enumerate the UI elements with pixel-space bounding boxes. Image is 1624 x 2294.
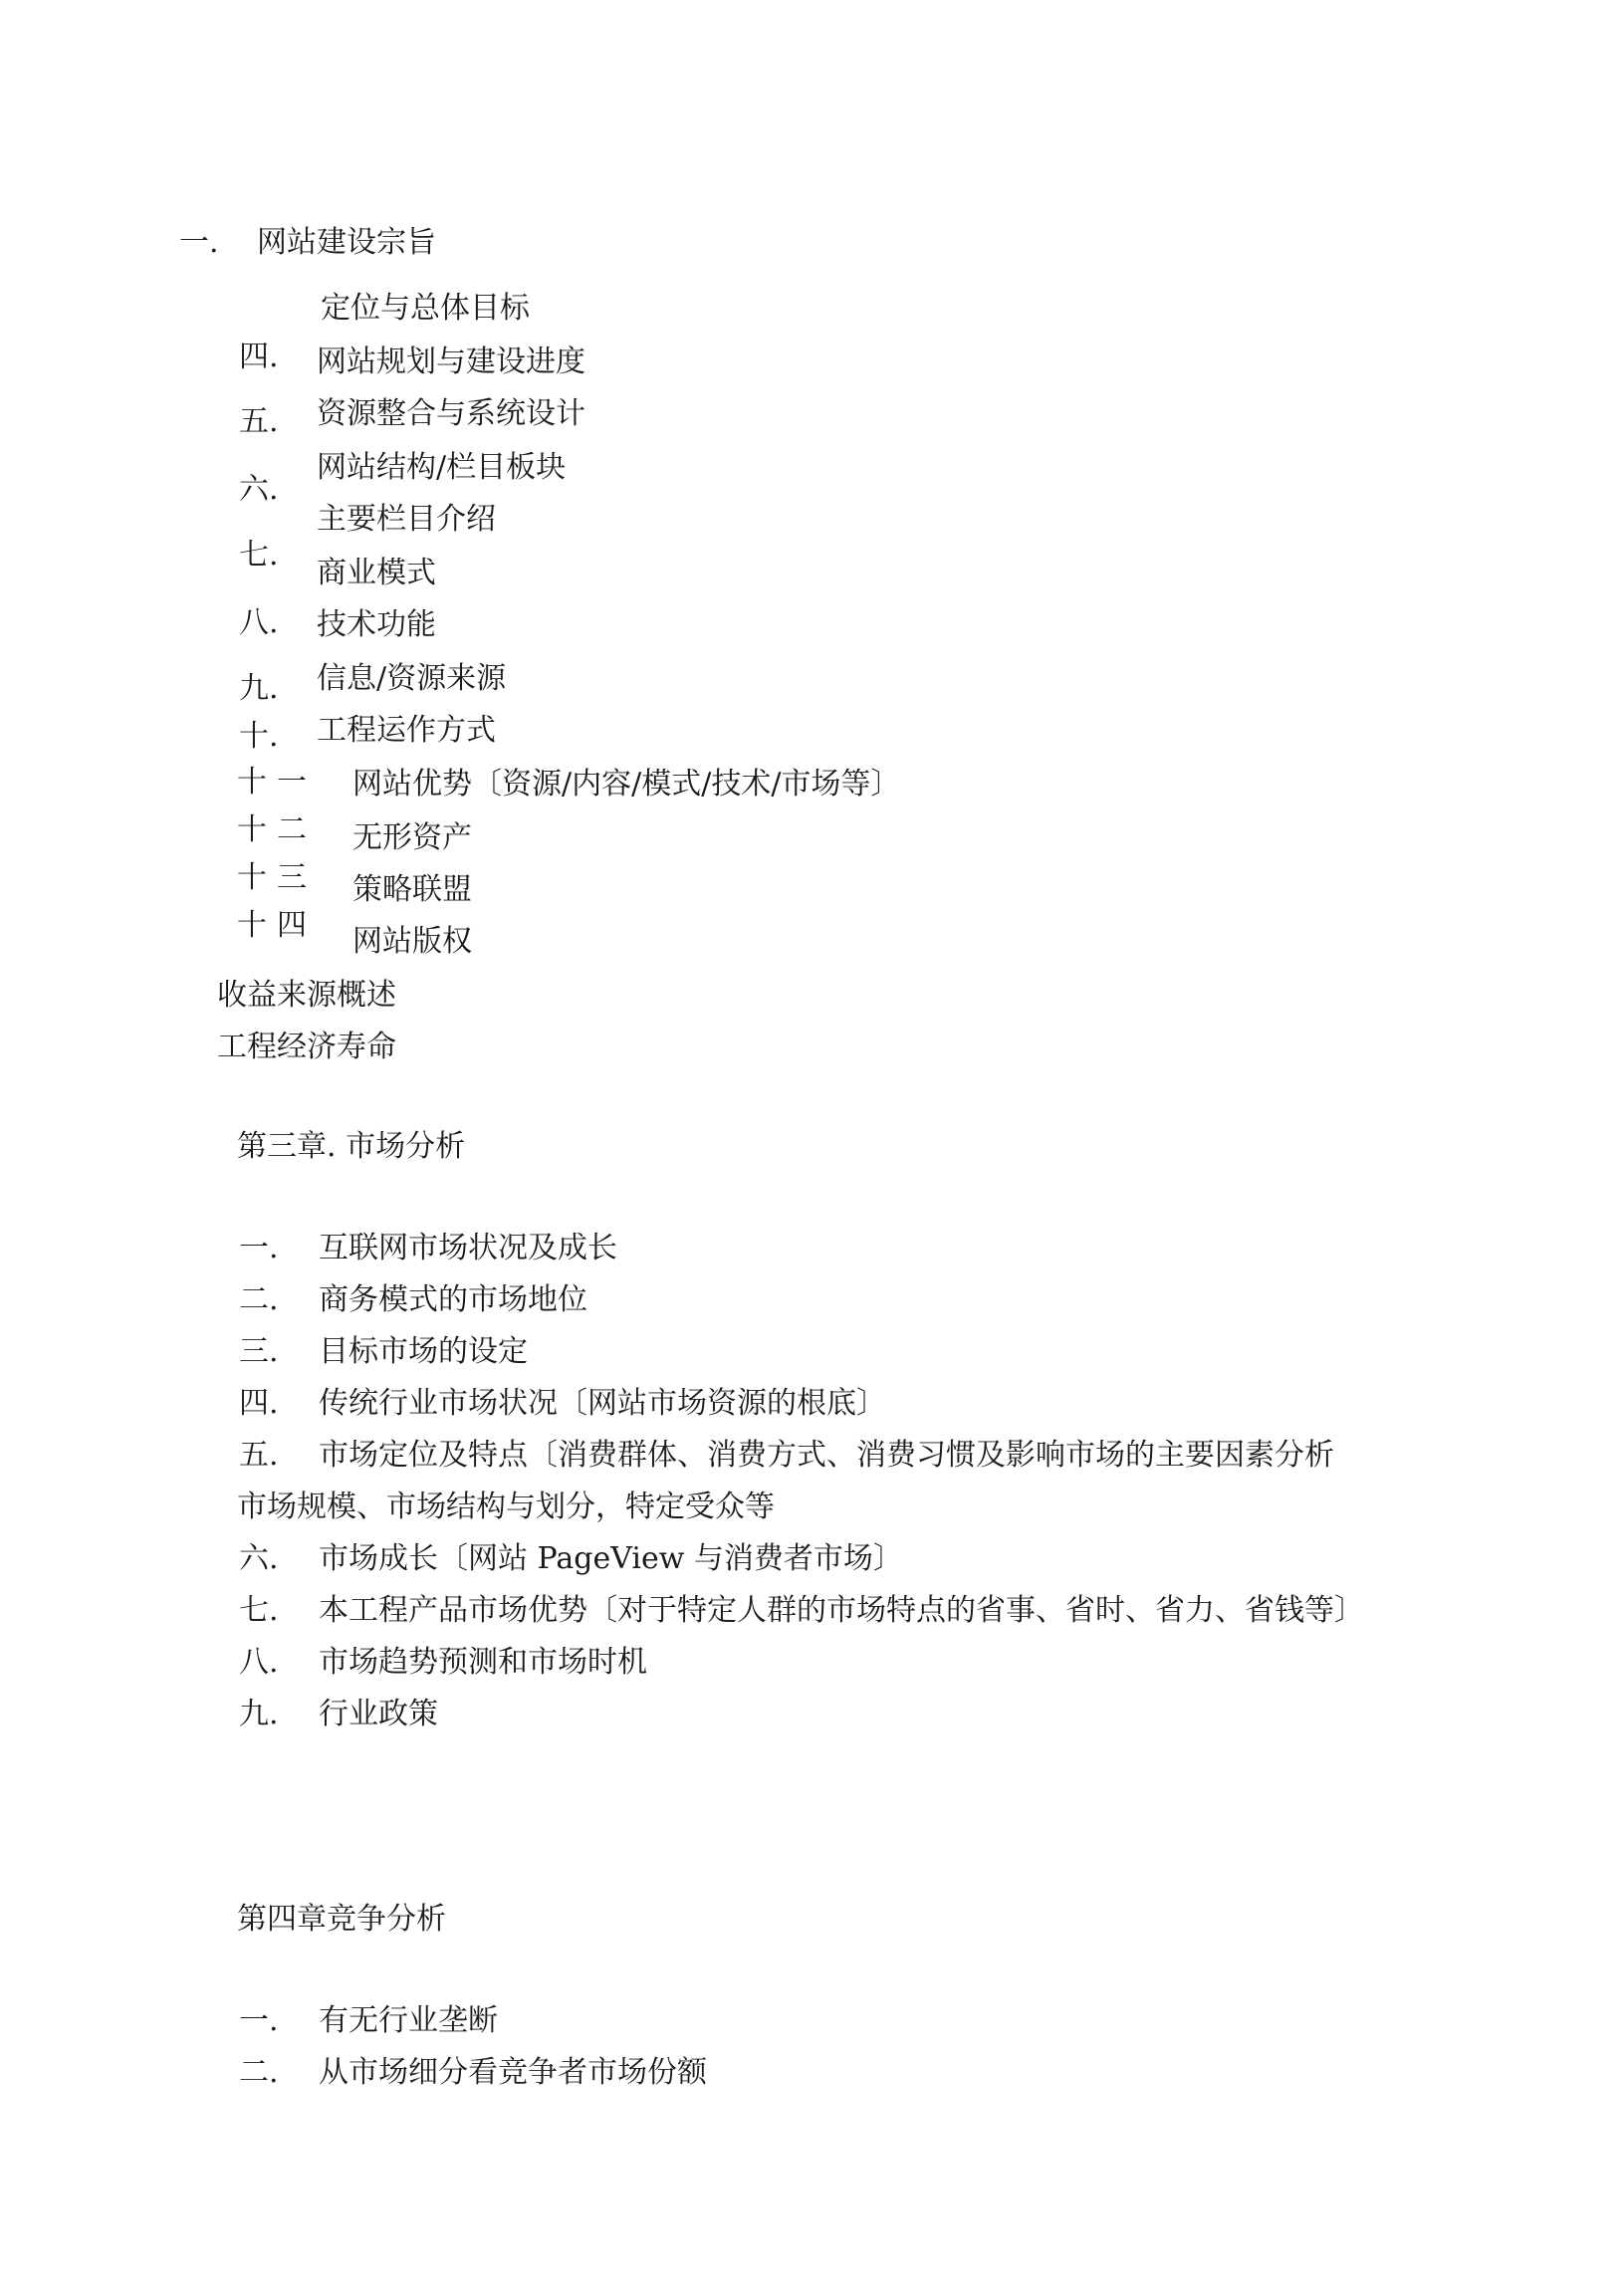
ch4-item-number: 一.	[239, 2003, 279, 2038]
project-economic-life-item: 工程经济寿命	[217, 1030, 396, 1064]
ch3-item-text: 目标市场的设定	[319, 1334, 528, 1369]
item-5-text: 资源整合与系统设计	[317, 396, 585, 431]
ch3-item-text: 市场成长〔网站 PageView 与消费者市场〕	[319, 1541, 903, 1576]
ch4-item-text: 有无行业垄断	[319, 2003, 498, 2038]
ch3-item-number: 七.	[239, 1593, 279, 1628]
chapter-3-heading: 第三章. 市场分析	[237, 1129, 466, 1164]
item-9-number: 九.	[239, 671, 279, 706]
item-13-number: 十三	[237, 860, 317, 895]
ch3-item-text: 本工程产品市场优势〔对于特定人群的市场特点的省事、省时、省力、省钱等〕	[319, 1593, 1364, 1628]
item-11-number: 十一	[237, 765, 317, 800]
ch3-item-number: 四.	[239, 1386, 279, 1421]
ch3-item-number: 五.	[239, 1438, 279, 1473]
item-12-number: 十二	[237, 812, 317, 847]
ch3-item-number: 九.	[239, 1697, 279, 1731]
ch3-item-text: 传统行业市场状况〔网站市场资源的根底〕	[319, 1386, 886, 1421]
item-1-text: 网站建设宗旨	[257, 225, 436, 260]
item-10-text: 工程运作方式	[317, 713, 496, 748]
ch3-item-text: 互联网市场状况及成长	[319, 1231, 617, 1265]
ch4-item-text: 从市场细分看竞争者市场份额	[319, 2055, 707, 2090]
item-6-subtext: 主要栏目介绍	[317, 502, 496, 537]
item-4-text: 网站规划与建设进度	[317, 344, 585, 379]
item-13-text: 策略联盟	[352, 872, 472, 907]
item-7-text: 商业模式	[317, 556, 436, 590]
ch3-item-number: 六.	[239, 1541, 279, 1576]
ch3-item-number: 三.	[239, 1334, 279, 1369]
ch4-item-number: 二.	[239, 2055, 279, 2090]
item-8-number: 八.	[239, 605, 279, 640]
item-1-number: 一.	[179, 225, 219, 260]
item-10-number: 十.	[239, 719, 279, 754]
item-8-text: 技术功能	[317, 607, 436, 642]
ch3-item-number: 八.	[239, 1645, 279, 1680]
item-3-text: 定位与总体目标	[321, 291, 530, 326]
ch3-item-continuation: 市场规模、市场结构与划分，特定受众等	[237, 1490, 775, 1524]
item-5-number: 五.	[239, 404, 279, 439]
revenue-overview-item: 收益来源概述	[217, 978, 396, 1013]
item-14-text: 网站版权	[352, 924, 472, 959]
item-11-text: 网站优势〔资源/内容/模式/技术/市场等〕	[352, 767, 901, 802]
ch3-item-text: 商务模式的市场地位	[319, 1282, 587, 1317]
item-6-number: 六.	[239, 472, 279, 507]
item-4-number: 四.	[239, 340, 279, 374]
item-12-text: 无形资产	[352, 820, 472, 855]
chapter-4-heading: 第四章竞争分析	[237, 1902, 446, 1937]
item-14-number: 十四	[237, 908, 317, 943]
ch3-item-number: 一.	[239, 1231, 279, 1265]
item-7-number: 七.	[239, 538, 279, 573]
item-9-text: 信息/资源来源	[317, 661, 507, 696]
ch3-item-text: 市场趋势预测和市场时机	[319, 1645, 647, 1680]
item-6-text: 网站结构/栏目板块	[317, 450, 567, 485]
ch3-item-text: 行业政策	[319, 1697, 438, 1731]
ch3-item-number: 二.	[239, 1282, 279, 1317]
ch3-item-text: 市场定位及特点〔消费群体、消费方式、消费习惯及影响市场的主要因素分析	[319, 1438, 1334, 1473]
